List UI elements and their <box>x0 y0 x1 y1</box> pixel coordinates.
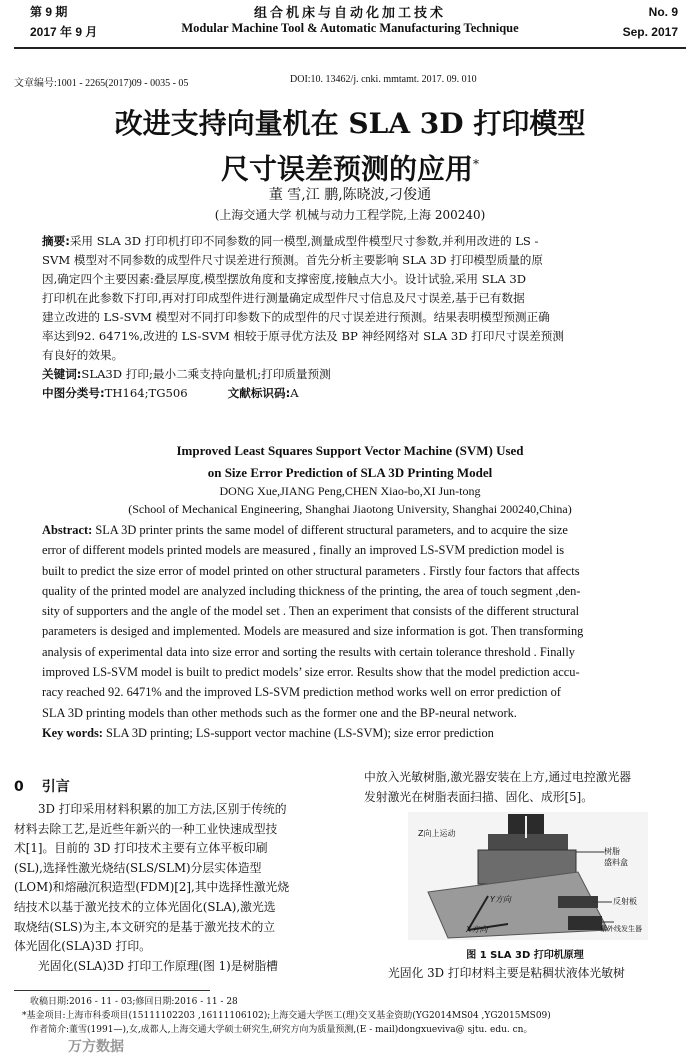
label-resin-1: 树脂 <box>604 847 620 856</box>
header-right <box>623 2 678 42</box>
body-line: 取烧结(SLS)为主,本文研究的是基于激光技术的立 <box>14 919 276 934</box>
keywords-en: SLA 3D printing; LS-support vector machine (LS-SVM); size error prediction <box>102 725 494 740</box>
label-resin-2: 盛料盒 <box>604 858 628 867</box>
received-date: 收稿日期:2016 - 11 - 03;修回日期:2016 - 11 - 28 <box>30 997 238 1007</box>
abstract-cn-line: SVM 模型对不同参数的成型件尺寸误差进行预测。首先分析主要影响 SLA 3D 打印模型质量的原 <box>42 253 543 267</box>
keywords-en-label: Key words: <box>42 725 103 740</box>
abstract-en-line: improved LS-SVM model is built to predict models’ size error. Results show that the model prediction accu- <box>42 665 580 680</box>
abstract-en-line: error of different models printed models are measured , finally an improved LS-SVM prediction model is <box>42 543 565 558</box>
abstract-en-line: built to predict the size error of model printed on other structural parameters . Firstly four factors that affects <box>42 563 580 578</box>
en-title <box>0 440 700 484</box>
footnotes <box>22 995 690 1037</box>
body-line: 体光固化(SLA)3D 打印。 <box>14 939 151 954</box>
label-resin <box>604 846 628 868</box>
authors-cn: 董 雪,江 鹏,陈晓波,刁俊通 <box>268 187 432 203</box>
body-line: 术[1]。目前的 3D 打印技术主要有立体平板印刷 <box>14 841 268 856</box>
fund-info: *基金项目:上海市科委项目(15111102203 ,16111106102);上海交通大学医工(理)交叉基金资助(YG2014MS04 ,YG2015MS09) <box>22 1011 551 1021</box>
body-line: 中放入光敏树脂,激光器安装在上方,通过电控激光器 <box>364 770 632 784</box>
issue-en: No. 9 <box>648 5 678 19</box>
abstract-cn-line: 建立改进的 LS-SVM 模型对不同打印参数下的成型件的尺寸误差进行预测。结果表明模型预测正确 <box>42 310 550 324</box>
footnote-rule <box>14 990 210 991</box>
abstract-en-line: SLA 3D printer prints the same model of different structural parameters, and to acquire the size <box>92 523 568 537</box>
paper-title <box>0 104 700 189</box>
en-affiliation: (School of Mechanical Engineering, Shanghai Jiaotong University, Shanghai 200240,China) <box>128 502 572 516</box>
abstract-en-line: parameters is desiged and implemented. Models are measured and size information is got. Then transforming <box>42 624 584 639</box>
section-number: 0 <box>14 779 24 795</box>
keywords-cn-label: 关键词: <box>42 367 82 381</box>
doc-code-label: 文献标识码: <box>227 386 291 400</box>
abstract-cn-line: 打印机在此参数下打印,再对打印成型件进行测量确定成型件尺寸信息及尺寸误差,基于已有数据 <box>42 291 525 305</box>
title-line-1: 改进支持向量机在 SLA 3D 打印模型 <box>114 107 586 140</box>
body-line: 3D 打印采用材料积累的加工方法,区别于传统的 <box>38 802 287 816</box>
label-y: Y方向 <box>490 895 511 904</box>
abstract-cn <box>42 232 658 403</box>
title-line-2: 尺寸误差预测的应用 <box>220 152 473 186</box>
title-star: * <box>473 157 479 171</box>
right-column-bottom: 光固化 3D 打印材料主要是粘稠状液体光敏树 <box>388 966 625 980</box>
doc-code: A <box>290 386 299 400</box>
body-line: (SL),选择性激光烧结(SLS/SLM)分层实体造型 <box>14 860 262 875</box>
article-number: 文章编号:1001 - 2265(2017)09 - 0035 - 05 <box>14 78 189 89</box>
body-line: 材料去除工艺,是近些年新兴的一种工业快速成型技 <box>14 821 278 836</box>
figure-1 <box>408 812 648 940</box>
abstract-en-label: Abstract: <box>42 523 93 537</box>
abstract-en-line: quality of the printed model are analyzed including thickness of the printing, the area of touch segment ,den- <box>42 583 581 598</box>
label-mirror: 反射板 <box>613 897 637 906</box>
abstract-cn-line: 有良好的效果。 <box>42 348 124 362</box>
header-left <box>30 2 97 42</box>
journal-en: Modular Machine Tool & Automatic Manufacturing Technique <box>181 21 519 35</box>
abstract-en-line: racy reached 92. 6471% and the improved LS-SVM prediction method works well on error prediction of <box>42 685 561 700</box>
date-en: Sep. 2017 <box>622 25 678 39</box>
abstract-en-line: SLA 3D printing models than other methods such as the former one and the BP-neural network. <box>42 705 517 720</box>
issue-cn: 第 9 期 <box>30 5 68 19</box>
date-cn: 2017 年 9 月 <box>30 25 98 39</box>
abstract-cn-label: 摘要: <box>42 234 70 248</box>
label-z: Z向上运动 <box>418 829 456 838</box>
abstract-en-line: analysis of experimental data into size error and sorting the results with certain tolerance threshold . Finally <box>42 644 575 659</box>
body-line: 结技术以基于激光技术的立体光固化(SLA),激光选 <box>14 899 276 914</box>
doi: DOI:10. 13462/j. cnki. mmtamt. 2017. 09. 010 <box>290 74 477 85</box>
abstract-en <box>42 520 658 743</box>
journal-header <box>140 2 560 36</box>
title-line-2-wrap <box>0 144 700 189</box>
en-title-line-1: Improved Least Squares Support Vector Machine (SVM) Used <box>176 443 524 458</box>
en-title-line-2: on Size Error Prediction of SLA 3D Printing Model <box>207 465 493 480</box>
label-laser: 紫外线发生器 <box>600 925 642 933</box>
body-line: 光固化(SLA)3D 打印工作原理(图 1)是树脂槽 <box>38 958 278 973</box>
affiliation-cn: (上海交通大学 机械与动力工程学院,上海 200240) <box>214 208 486 222</box>
abstract-cn-line: 率达到92. 6471%,改进的 LS-SVM 相较于原寻优方法及 BP 神经网络对 SLA 3D 打印尺寸误差预测 <box>42 329 564 343</box>
section-heading <box>14 776 70 796</box>
figure-caption: 图 1 SLA 3D 打印机原理 <box>466 950 584 961</box>
abstract-en-line: sity of supporters and the angle of the model set . Then an experiment that consists of the different structural <box>42 604 580 619</box>
build-platform <box>488 834 568 850</box>
body-line: (LOM)和熔融沉积造型(FDM)[2],其中选择性激光烧 <box>14 880 290 895</box>
author-bio: 作者简介:董雪(1991—),女,成都人,上海交通大学硕士研究生,研究方向为质量预测,(E - mail)dongxueviva@ sjtu. edu. cn。 <box>30 1025 533 1035</box>
section-title: 引言 <box>41 779 70 795</box>
abstract-cn-line: 采用 SLA 3D 打印机打印不同参数的同一模型,测量成型件模型尺寸参数,并利用改进的 LS - <box>69 234 539 248</box>
left-column <box>14 800 336 976</box>
body-line: 发射激光在树脂表面扫描、固化、成形[5]。 <box>364 789 594 804</box>
right-column-top <box>364 768 686 807</box>
watermark: 万方数据 <box>68 1039 124 1055</box>
en-authors: DONG Xue,JIANG Peng,CHEN Xiao-bo,XI Jun-tong <box>219 484 481 498</box>
label-x: X方向 <box>466 925 488 934</box>
journal-cn: 组合机床与自动化加工技术 <box>253 6 446 21</box>
keywords-cn: SLA3D 打印;最小二乘支持向量机;打印质量预测 <box>81 367 331 381</box>
abstract-cn-line: 因,确定四个主要因素:叠层厚度,模型摆放角度和支撑密度,接触点大小。设计试验,采用 SLA 3D <box>42 272 527 286</box>
laser-source <box>568 916 602 930</box>
clc-code: TH164;TG506 <box>104 386 188 400</box>
clc-label: 中图分类号: <box>42 386 105 400</box>
header-rule <box>14 47 686 49</box>
